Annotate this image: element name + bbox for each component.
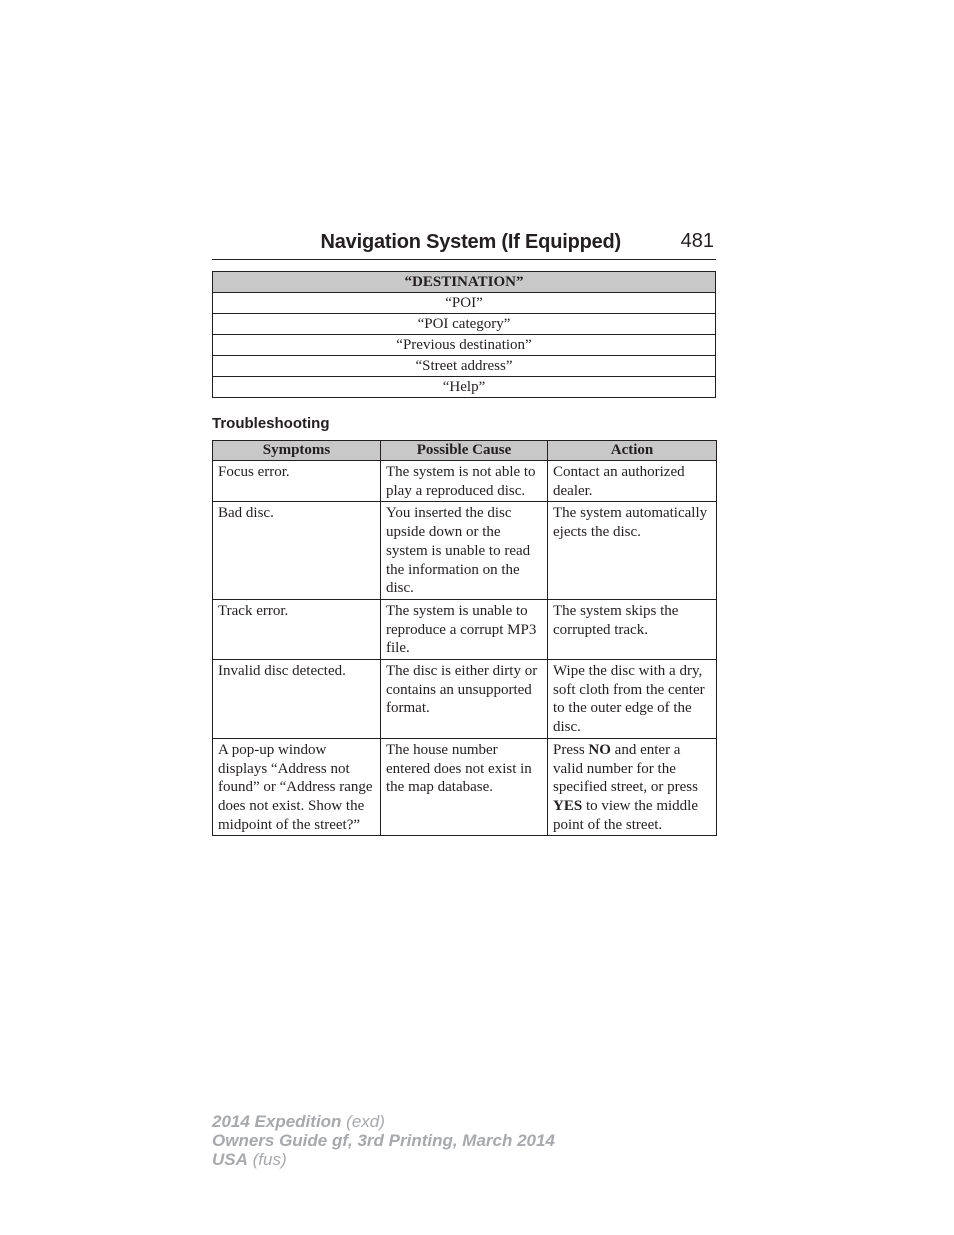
action-text: Press [553, 741, 589, 758]
symptom-cell: Bad disc. [213, 502, 381, 600]
table-row [213, 502, 717, 600]
page-header [212, 229, 716, 260]
table-row [213, 660, 717, 739]
footer-guide: Owners Guide gf, 3rd Printing, March 2014 [212, 1131, 555, 1150]
destination-row: “Help” [213, 377, 716, 398]
cause-cell: You inserted the disc upside down or the system is unable to read the information on the disc. [381, 502, 548, 600]
page-footer [212, 1112, 555, 1169]
destination-row: “Previous destination” [213, 335, 716, 356]
column-header-possible-cause: Possible Cause [381, 441, 548, 461]
symptom-cell: Focus error. [213, 461, 381, 502]
table-header-row [213, 441, 717, 461]
destination-row: “Street address” [213, 356, 716, 377]
table-row [213, 738, 717, 836]
symptom-cell: Invalid disc detected. [213, 660, 381, 739]
troubleshooting-table [212, 440, 717, 836]
action-cell: The system skips the corrupted track. [548, 599, 717, 659]
footer-region: USA [212, 1150, 248, 1169]
cause-cell: The system is not able to play a reproduced disc. [381, 461, 548, 502]
footer-region-code: (fus) [252, 1150, 287, 1169]
footer-region-line [212, 1150, 555, 1169]
destination-table-heading: “DESTINATION” [213, 272, 716, 293]
symptom-cell: Track error. [213, 599, 381, 659]
symptom-cell: A pop-up window displays “Address not found” or “Address range does not exist. Show the midpoint of the street?” [213, 738, 381, 836]
action-text: to view the middle point of the street. [553, 797, 698, 833]
footer-model-line [212, 1112, 555, 1131]
action-cell: The system automatically ejects the disc. [548, 502, 717, 600]
page-title: Navigation System (If Equipped) [320, 231, 621, 253]
action-cell: Contact an authorized dealer. [548, 461, 717, 502]
yes-keyword: YES [553, 797, 583, 814]
footer-model: 2014 Expedition [212, 1112, 342, 1131]
column-header-action: Action [548, 441, 717, 461]
action-cell: Wipe the disc with a dry, soft cloth from the center to the outer edge of the disc. [548, 660, 717, 739]
cause-cell: The house number entered does not exist in the map database. [381, 738, 548, 836]
cause-cell: The disc is either dirty or contains an unsupported format. [381, 660, 548, 739]
table-row [213, 599, 717, 659]
table-row [213, 461, 717, 502]
no-keyword: NO [588, 741, 611, 758]
column-header-symptoms: Symptoms [213, 441, 381, 461]
action-text: and enter a valid number for the specified street, or press [553, 741, 698, 796]
destination-row: “POI category” [213, 314, 716, 335]
destination-table [212, 271, 716, 398]
footer-model-code: (exd) [346, 1112, 385, 1131]
cause-cell: The system is unable to reproduce a corrupt MP3 file. [381, 599, 548, 659]
action-cell [548, 738, 717, 836]
page-number: 481 [680, 230, 714, 252]
section-title: Troubleshooting [212, 415, 330, 432]
destination-row: “POI” [213, 293, 716, 314]
